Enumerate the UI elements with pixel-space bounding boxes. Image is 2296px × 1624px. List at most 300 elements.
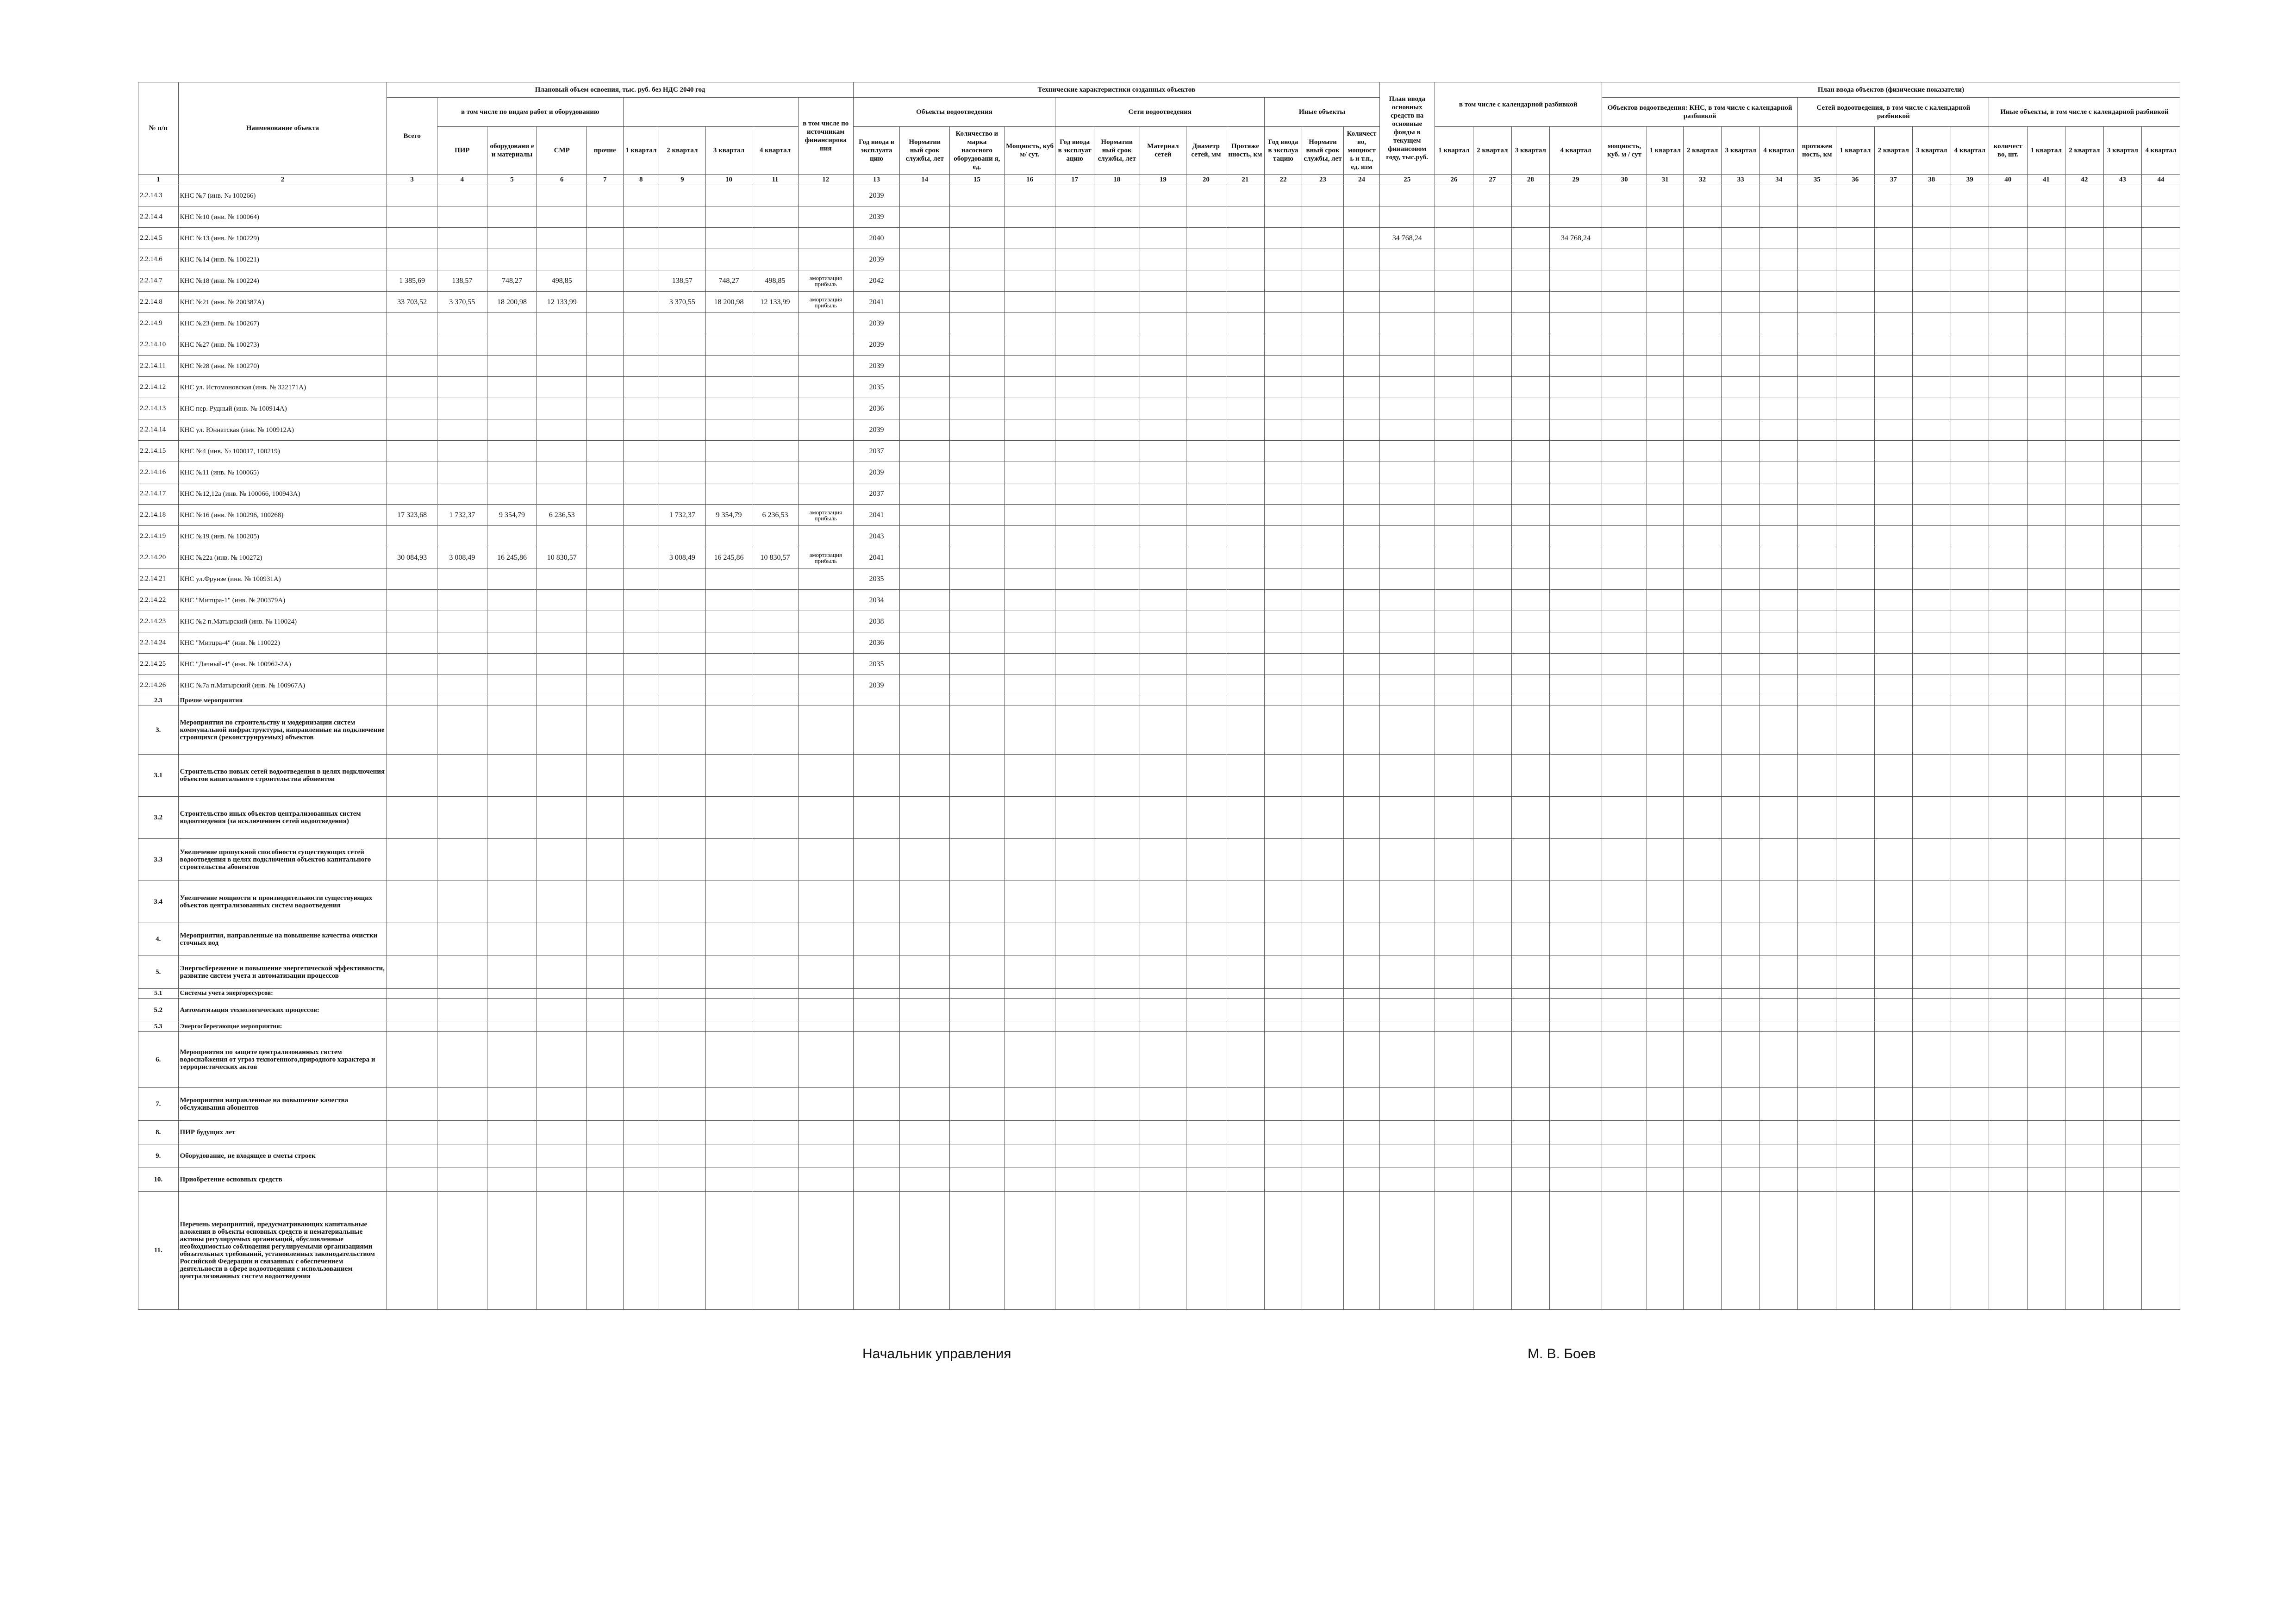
cell-q4	[752, 611, 799, 632]
section-code: 9.	[138, 1144, 179, 1168]
cell-q4	[752, 398, 799, 419]
cell-empty	[1379, 706, 1435, 755]
cell-empty	[2142, 398, 2180, 419]
cell-empty	[1951, 526, 1989, 547]
cell-fixed_q4	[1550, 398, 1602, 419]
cell-empty	[2065, 611, 2104, 632]
cell-empty	[1913, 1144, 1951, 1168]
cell-fixed_q4	[1550, 654, 1602, 675]
cell-empty	[1647, 675, 1683, 696]
column-number: 7	[587, 175, 623, 185]
cell-empty	[1094, 1032, 1140, 1088]
cell-q2: 3 008,49	[659, 547, 706, 568]
cell-empty	[1989, 956, 2028, 989]
section-row	[138, 881, 2180, 923]
cell-empty	[1265, 313, 1302, 334]
cell-year: 2043	[853, 526, 900, 547]
cell-empty	[1344, 526, 1380, 547]
cell-empty	[2103, 590, 2142, 611]
cell-empty	[1602, 706, 1647, 755]
cell-equip	[487, 398, 537, 419]
cell-empty	[2142, 989, 2180, 999]
cell-empty	[1759, 547, 1798, 568]
cell-empty	[1836, 675, 1874, 696]
cell-empty	[1094, 526, 1140, 547]
cell-empty	[1140, 632, 1186, 654]
column-number: 26	[1435, 175, 1473, 185]
cell-empty	[900, 1032, 950, 1088]
table-row	[138, 292, 2180, 313]
cell-empty	[1055, 989, 1094, 999]
cell-empty	[1798, 441, 1836, 462]
cell-empty	[1874, 505, 1913, 526]
cell-empty	[1055, 292, 1094, 313]
cell-empty	[387, 797, 437, 839]
cell-empty	[1798, 696, 1836, 706]
cell-empty	[1265, 675, 1302, 696]
cell-empty	[1989, 797, 2028, 839]
cell-empty	[1759, 797, 1798, 839]
cell-empty	[1647, 228, 1683, 249]
cell-empty	[1265, 1168, 1302, 1192]
cell-empty	[1226, 839, 1265, 881]
cell-empty	[623, 675, 659, 696]
cell-source	[798, 441, 853, 462]
cell-empty	[1344, 675, 1380, 696]
cell-name: КНС №21 (инв. № 200387А)	[178, 292, 387, 313]
cell-empty	[2027, 505, 2065, 526]
cell-empty	[1874, 313, 1913, 334]
cell-pir	[437, 526, 487, 547]
cell-empty	[1265, 249, 1302, 270]
cell-empty	[2065, 1121, 2104, 1144]
cell-empty	[2027, 1168, 2065, 1192]
cell-empty	[1913, 696, 1951, 706]
cell-empty	[537, 839, 587, 881]
cell-empty	[1302, 313, 1344, 334]
cell-empty	[2103, 419, 2142, 441]
cell-total: 30 084,93	[387, 547, 437, 568]
cell-empty	[2065, 1144, 2104, 1168]
cell-empty	[1550, 1144, 1602, 1168]
cell-fixed	[1379, 568, 1435, 590]
cell-empty	[1302, 398, 1344, 419]
cell-empty	[1379, 881, 1435, 923]
cell-empty	[1951, 505, 1989, 526]
section-name: Мероприятия по строительству и модернизации систем коммунальной инфраструктуры, направленные на подключение строящихся (реконструируемых) объектов	[178, 706, 387, 755]
cell-empty	[1683, 1168, 1722, 1192]
cell-code: 2.2.14.22	[138, 590, 179, 611]
cell-empty	[2142, 185, 2180, 206]
cell-empty	[623, 1032, 659, 1088]
cell-empty	[1302, 1121, 1344, 1144]
cell-empty	[1550, 923, 1602, 956]
header-net-year: Год ввода в эксплуат ацию	[1055, 127, 1094, 175]
cell-empty	[949, 632, 1004, 654]
cell-empty	[1186, 334, 1226, 356]
cell-empty	[1435, 989, 1473, 999]
cell-empty	[1344, 797, 1380, 839]
cell-empty	[1473, 334, 1512, 356]
cell-empty	[2065, 1088, 2104, 1121]
section-row	[138, 1088, 2180, 1121]
cell-empty	[1435, 547, 1473, 568]
section-code: 10.	[138, 1168, 179, 1192]
cell-empty	[1836, 398, 1874, 419]
cell-empty	[1951, 675, 1989, 696]
cell-empty	[1302, 999, 1344, 1022]
cell-q3: 748,27	[705, 270, 752, 292]
cell-year: 2041	[853, 505, 900, 526]
cell-empty	[587, 755, 623, 797]
cell-empty	[2065, 526, 2104, 547]
column-number: 21	[1226, 175, 1265, 185]
cell-empty	[1186, 419, 1226, 441]
cell-empty	[1989, 206, 2028, 228]
cell-empty	[1602, 1032, 1647, 1088]
cell-empty	[900, 526, 950, 547]
cell-empty	[623, 590, 659, 611]
cell-equip: 18 200,98	[487, 292, 537, 313]
table-row	[138, 398, 2180, 419]
cell-empty	[1226, 526, 1265, 547]
cell-empty	[1226, 334, 1265, 356]
cell-empty	[1798, 185, 1836, 206]
cell-empty	[1140, 568, 1186, 590]
cell-pir	[437, 611, 487, 632]
cell-fixed	[1379, 462, 1435, 483]
cell-empty	[1140, 923, 1186, 956]
cell-empty	[1722, 377, 1760, 398]
cell-empty	[752, 1192, 799, 1310]
cell-empty	[1913, 881, 1951, 923]
cell-empty	[752, 1032, 799, 1088]
cell-empty	[705, 797, 752, 839]
cell-empty	[1759, 755, 1798, 797]
cell-empty	[1140, 334, 1186, 356]
cell-empty	[1511, 1192, 1550, 1310]
cell-empty	[1874, 526, 1913, 547]
table-row	[138, 441, 2180, 462]
cell-empty	[1302, 989, 1344, 999]
cell-source	[798, 228, 853, 249]
section-code: 7.	[138, 1088, 179, 1121]
cell-fixed_q4	[1550, 270, 1602, 292]
cell-empty	[1004, 706, 1055, 755]
cell-empty	[2103, 249, 2142, 270]
cell-empty	[1683, 419, 1722, 441]
cell-pir	[437, 228, 487, 249]
header-q1: 1 квартал	[623, 127, 659, 175]
cell-empty	[1140, 797, 1186, 839]
cell-year: 2038	[853, 611, 900, 632]
cell-empty	[2103, 228, 2142, 249]
cell-empty	[1798, 839, 1836, 881]
header-pumps: Количество и марка насосного оборудовани я, ед.	[949, 127, 1004, 175]
cell-empty	[1722, 568, 1760, 590]
cell-empty	[1602, 654, 1647, 675]
cell-fixed_q4	[1550, 483, 1602, 505]
cell-fixed_q4	[1550, 547, 1602, 568]
cell-empty	[587, 654, 623, 675]
cell-empty	[1836, 1022, 1874, 1032]
cell-empty	[949, 441, 1004, 462]
cell-empty	[1226, 956, 1265, 989]
column-number: 30	[1602, 175, 1647, 185]
cell-empty	[1647, 356, 1683, 377]
cell-empty	[1722, 292, 1760, 313]
cell-empty	[1302, 419, 1344, 441]
cell-empty	[1344, 989, 1380, 999]
cell-empty	[1989, 923, 2028, 956]
cell-empty	[1226, 505, 1265, 526]
cell-empty	[1913, 547, 1951, 568]
cell-year: 2042	[853, 270, 900, 292]
cell-empty	[1647, 696, 1683, 706]
cell-empty	[623, 1192, 659, 1310]
cell-empty	[2103, 675, 2142, 696]
cell-empty	[949, 292, 1004, 313]
table-row	[138, 462, 2180, 483]
cell-pir: 3 370,55	[437, 292, 487, 313]
cell-empty	[1683, 696, 1722, 706]
header-tech: Технические характеристики созданных объектов	[853, 82, 1379, 98]
section-name: Перечень мероприятий, предусматривающих капитальные вложения в объекты основных средств и нематериальные активы регулируемых организаций, обусловленные необходимостью соблюдения регулируемыми организациями обязательных требований, установленных законодательством Российской Федерации и связанных с обеспечением деятельности в сфере водоотведения с использованием централизованных систем водоотведения	[178, 1192, 387, 1310]
cell-empty	[2065, 1192, 2104, 1310]
cell-name: КНС №7а п.Матырский (инв. № 100967А)	[178, 675, 387, 696]
cell-empty	[1913, 505, 1951, 526]
header-service-life: Норматив ный срок службы, лет	[900, 127, 950, 175]
cell-empty	[2027, 334, 2065, 356]
cell-empty	[2065, 505, 2104, 526]
cell-equip	[487, 206, 537, 228]
cell-empty	[1055, 839, 1094, 881]
header-oth-life: Нормати вный срок службы, лет	[1302, 127, 1344, 175]
cell-name: КНС "Митцра-4" (инв. № 110022)	[178, 632, 387, 654]
cell-empty	[1226, 568, 1265, 590]
cell-empty	[1683, 462, 1722, 483]
cell-empty	[623, 398, 659, 419]
column-number: 40	[1989, 175, 2028, 185]
cell-empty	[705, 839, 752, 881]
cell-empty	[1874, 462, 1913, 483]
cell-empty	[1836, 483, 1874, 505]
column-number: 8	[623, 175, 659, 185]
cell-empty	[1055, 526, 1094, 547]
cell-empty	[1647, 999, 1683, 1022]
cell-empty	[1913, 1032, 1951, 1088]
cell-empty	[2103, 989, 2142, 999]
cell-empty	[2142, 632, 2180, 654]
cell-empty	[437, 1032, 487, 1088]
cell-empty	[1094, 483, 1140, 505]
cell-code: 2.2.14.5	[138, 228, 179, 249]
cell-empty	[798, 839, 853, 881]
cell-empty	[2027, 228, 2065, 249]
header-cal-q2: 2 квартал	[1473, 127, 1512, 175]
cell-empty	[1186, 483, 1226, 505]
cell-smr	[537, 590, 587, 611]
cell-empty	[949, 590, 1004, 611]
cell-empty	[1874, 1192, 1913, 1310]
cell-empty	[705, 696, 752, 706]
cell-empty	[1759, 441, 1798, 462]
cell-q4	[752, 185, 799, 206]
cell-fixed_q4	[1550, 675, 1602, 696]
cell-empty	[1344, 334, 1380, 356]
cell-empty	[1759, 706, 1798, 755]
cell-empty	[1186, 185, 1226, 206]
column-number: 27	[1473, 175, 1512, 185]
cell-empty	[1647, 1144, 1683, 1168]
cell-empty	[2027, 462, 2065, 483]
cell-empty	[2065, 1032, 2104, 1088]
cell-empty	[2027, 1192, 2065, 1310]
cell-empty	[2142, 206, 2180, 228]
cell-empty	[487, 989, 537, 999]
cell-total	[387, 334, 437, 356]
cell-empty	[1055, 228, 1094, 249]
cell-empty	[387, 956, 437, 989]
cell-empty	[2065, 419, 2104, 441]
cell-source	[798, 377, 853, 398]
cell-empty	[1550, 1192, 1602, 1310]
cell-code: 2.2.14.8	[138, 292, 179, 313]
cell-empty	[1683, 632, 1722, 654]
cell-fixed_q4	[1550, 377, 1602, 398]
table-row	[138, 568, 2180, 590]
cell-empty	[2142, 334, 2180, 356]
cell-empty	[1511, 526, 1550, 547]
cell-empty	[1683, 356, 1722, 377]
cell-empty	[1602, 632, 1647, 654]
cell-empty	[1344, 483, 1380, 505]
cell-empty	[1759, 526, 1798, 547]
table-row	[138, 185, 2180, 206]
cell-empty	[387, 1022, 437, 1032]
cell-q2	[659, 526, 706, 547]
cell-empty	[752, 956, 799, 989]
cell-empty	[1055, 611, 1094, 632]
cell-empty	[853, 839, 900, 881]
cell-smr: 12 133,99	[537, 292, 587, 313]
cell-empty	[2065, 483, 2104, 505]
cell-empty	[659, 696, 706, 706]
cell-empty	[587, 881, 623, 923]
cell-empty	[1647, 249, 1683, 270]
cell-empty	[1989, 1192, 2028, 1310]
cell-empty	[1094, 292, 1140, 313]
cell-year: 2039	[853, 185, 900, 206]
cell-empty	[1913, 1022, 1951, 1032]
cell-name: КНС №14 (инв. № 100221)	[178, 249, 387, 270]
cell-empty	[1344, 505, 1380, 526]
cell-empty	[1473, 505, 1512, 526]
column-number: 31	[1647, 175, 1683, 185]
cell-empty	[1473, 881, 1512, 923]
cell-q3	[705, 441, 752, 462]
cell-empty	[1186, 989, 1226, 999]
cell-empty	[2065, 334, 2104, 356]
cell-empty	[900, 483, 950, 505]
cell-empty	[1798, 419, 1836, 441]
cell-empty	[1989, 356, 2028, 377]
cell-empty	[1951, 185, 1989, 206]
cell-empty	[387, 755, 437, 797]
cell-code: 2.2.14.6	[138, 249, 179, 270]
cell-empty	[587, 839, 623, 881]
cell-empty	[1511, 839, 1550, 881]
cell-empty	[1473, 441, 1512, 462]
cell-fixed	[1379, 675, 1435, 696]
section-row	[138, 1022, 2180, 1032]
cell-empty	[2103, 632, 2142, 654]
cell-empty	[1265, 1022, 1302, 1032]
cell-empty	[798, 1032, 853, 1088]
cell-empty	[587, 334, 623, 356]
cell-empty	[437, 696, 487, 706]
cell-empty	[1951, 292, 1989, 313]
cell-empty	[387, 706, 437, 755]
cell-empty	[1055, 590, 1094, 611]
cell-empty	[853, 923, 900, 956]
cell-empty	[2142, 1088, 2180, 1121]
cell-empty	[1874, 989, 1913, 999]
header-oth-q2: 2 квартал	[2065, 127, 2104, 175]
cell-empty	[1140, 611, 1186, 632]
cell-empty	[1511, 923, 1550, 956]
section-row	[138, 956, 2180, 989]
cell-empty	[1302, 797, 1344, 839]
cell-empty	[752, 839, 799, 881]
cell-empty	[1602, 797, 1647, 839]
cell-smr	[537, 185, 587, 206]
section-name: Энергосбережение и повышение энергетической эффективности, развитие систем учета и автоматизации процессов	[178, 956, 387, 989]
cell-year: 2039	[853, 419, 900, 441]
cell-empty	[1602, 334, 1647, 356]
cell-empty	[2103, 1144, 2142, 1168]
cell-fixed	[1379, 547, 1435, 568]
cell-empty	[1989, 292, 2028, 313]
column-number: 28	[1511, 175, 1550, 185]
cell-empty	[1140, 185, 1186, 206]
cell-empty	[587, 547, 623, 568]
cell-q2	[659, 206, 706, 228]
cell-q2	[659, 228, 706, 249]
cell-empty	[900, 1088, 950, 1121]
cell-empty	[1094, 270, 1140, 292]
cell-empty	[1836, 923, 1874, 956]
cell-empty	[1344, 755, 1380, 797]
cell-empty	[2142, 505, 2180, 526]
cell-empty	[1435, 923, 1473, 956]
cell-empty	[900, 839, 950, 881]
cell-empty	[537, 797, 587, 839]
cell-empty	[1874, 1168, 1913, 1192]
header-by-source: в том числе по источникам финансирова ния	[798, 98, 853, 175]
cell-empty	[1683, 377, 1722, 398]
cell-empty	[1647, 292, 1683, 313]
cell-smr	[537, 206, 587, 228]
cell-empty	[1435, 419, 1473, 441]
cell-empty	[1435, 228, 1473, 249]
cell-empty	[1913, 654, 1951, 675]
cell-empty	[1647, 441, 1683, 462]
cell-empty	[2103, 462, 2142, 483]
cell-empty	[1511, 547, 1550, 568]
cell-empty	[1836, 547, 1874, 568]
cell-empty	[623, 706, 659, 755]
